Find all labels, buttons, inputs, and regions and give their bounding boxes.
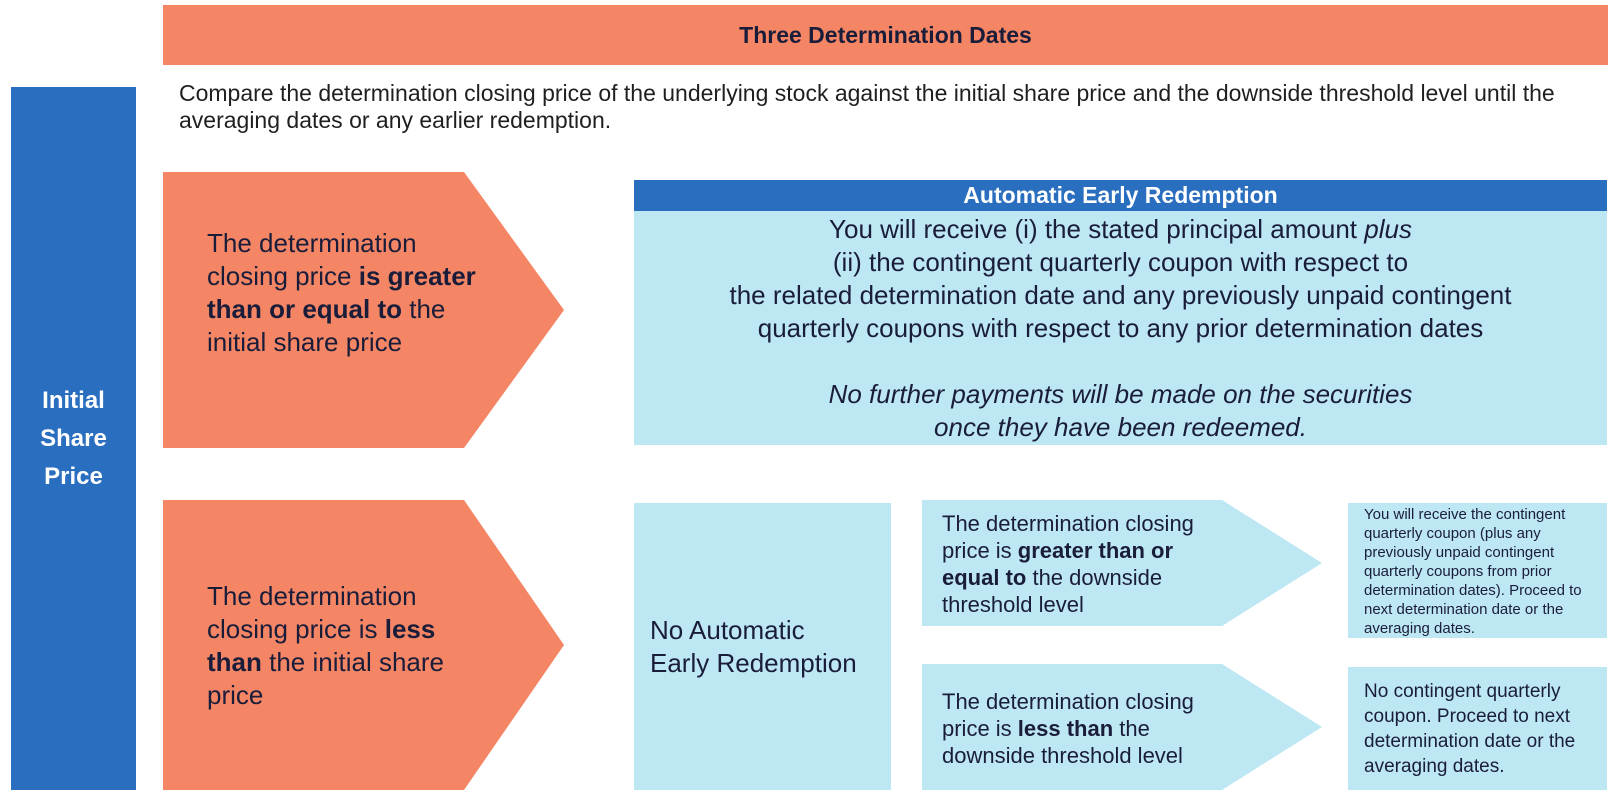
aer-line-1-italic: plus — [1364, 214, 1412, 244]
no-aer-line-1: No Automatic — [650, 614, 805, 645]
lower-condition-pre: The determination closing price is — [207, 581, 417, 644]
threshold-lower-post: the downside threshold level — [942, 716, 1183, 768]
aer-line-4: quarterly coupons with respect to any prior determination dates — [757, 313, 1484, 343]
outcome-upper-box: You will receive the contingent quarterly coupon (plus any previously unpaid contingent quarterly coupons from prior determination dates). Proceed to next determination date or the averaging dates. — [1348, 503, 1607, 638]
aer-line-1 — [634, 213, 1607, 246]
header-bar — [163, 5, 1608, 65]
header-title: Three Determination Dates — [739, 21, 1032, 48]
threshold-upper-post: the downside threshold level — [942, 565, 1163, 617]
upper-condition-post: the initial share price — [207, 294, 446, 357]
initial-share-price-bar — [11, 87, 136, 790]
threshold-upper-text — [942, 510, 1217, 618]
threshold-lower-pre: The determination closing price is — [942, 689, 1194, 741]
lower-condition-bold: less than — [207, 614, 436, 677]
upper-condition-bold: is greater than or equal to — [207, 261, 476, 324]
lower-condition-post: the initial share price — [207, 647, 444, 710]
left-bar-line-2: Share — [40, 424, 107, 452]
no-aer-line-2: Early Redemption — [650, 647, 857, 678]
threshold-upper-bold: greater than or equal to — [942, 538, 1174, 590]
aer-body — [634, 211, 1607, 445]
lower-condition-text — [207, 580, 477, 712]
upper-condition-text — [207, 227, 497, 359]
intro-text: Compare the determination closing price of the underlying stock against the initial share price and the downside threshold level until the averaging dates or any earlier redemption. — [179, 80, 1555, 133]
threshold-upper-pre: The determination closing price is — [942, 511, 1194, 563]
left-bar-line-1: Initial — [42, 386, 105, 414]
aer-line-2: (ii) the contingent quarterly coupon with respect to — [832, 247, 1409, 277]
aer-note-line-2: once they have been redeemed. — [934, 412, 1307, 442]
outcome-lower-box: No contingent quarterly coupon. Proceed to next determination date or the averaging dates. — [1348, 667, 1607, 790]
threshold-lower-text — [942, 688, 1222, 769]
threshold-lower-bold: less than — [1017, 716, 1114, 741]
no-aer-box — [634, 503, 891, 790]
aer-title: Automatic Early Redemption — [634, 180, 1607, 211]
aer-note-line-1: No further payments will be made on the securities — [828, 379, 1413, 409]
left-bar-line-3: Price — [44, 462, 103, 490]
aer-line-1-text: You will receive (i) the stated principal amount — [829, 214, 1365, 244]
aer-line-3: the related determination date and any previously unpaid contingent — [729, 280, 1512, 310]
upper-condition-pre: The determination closing price — [207, 228, 417, 291]
